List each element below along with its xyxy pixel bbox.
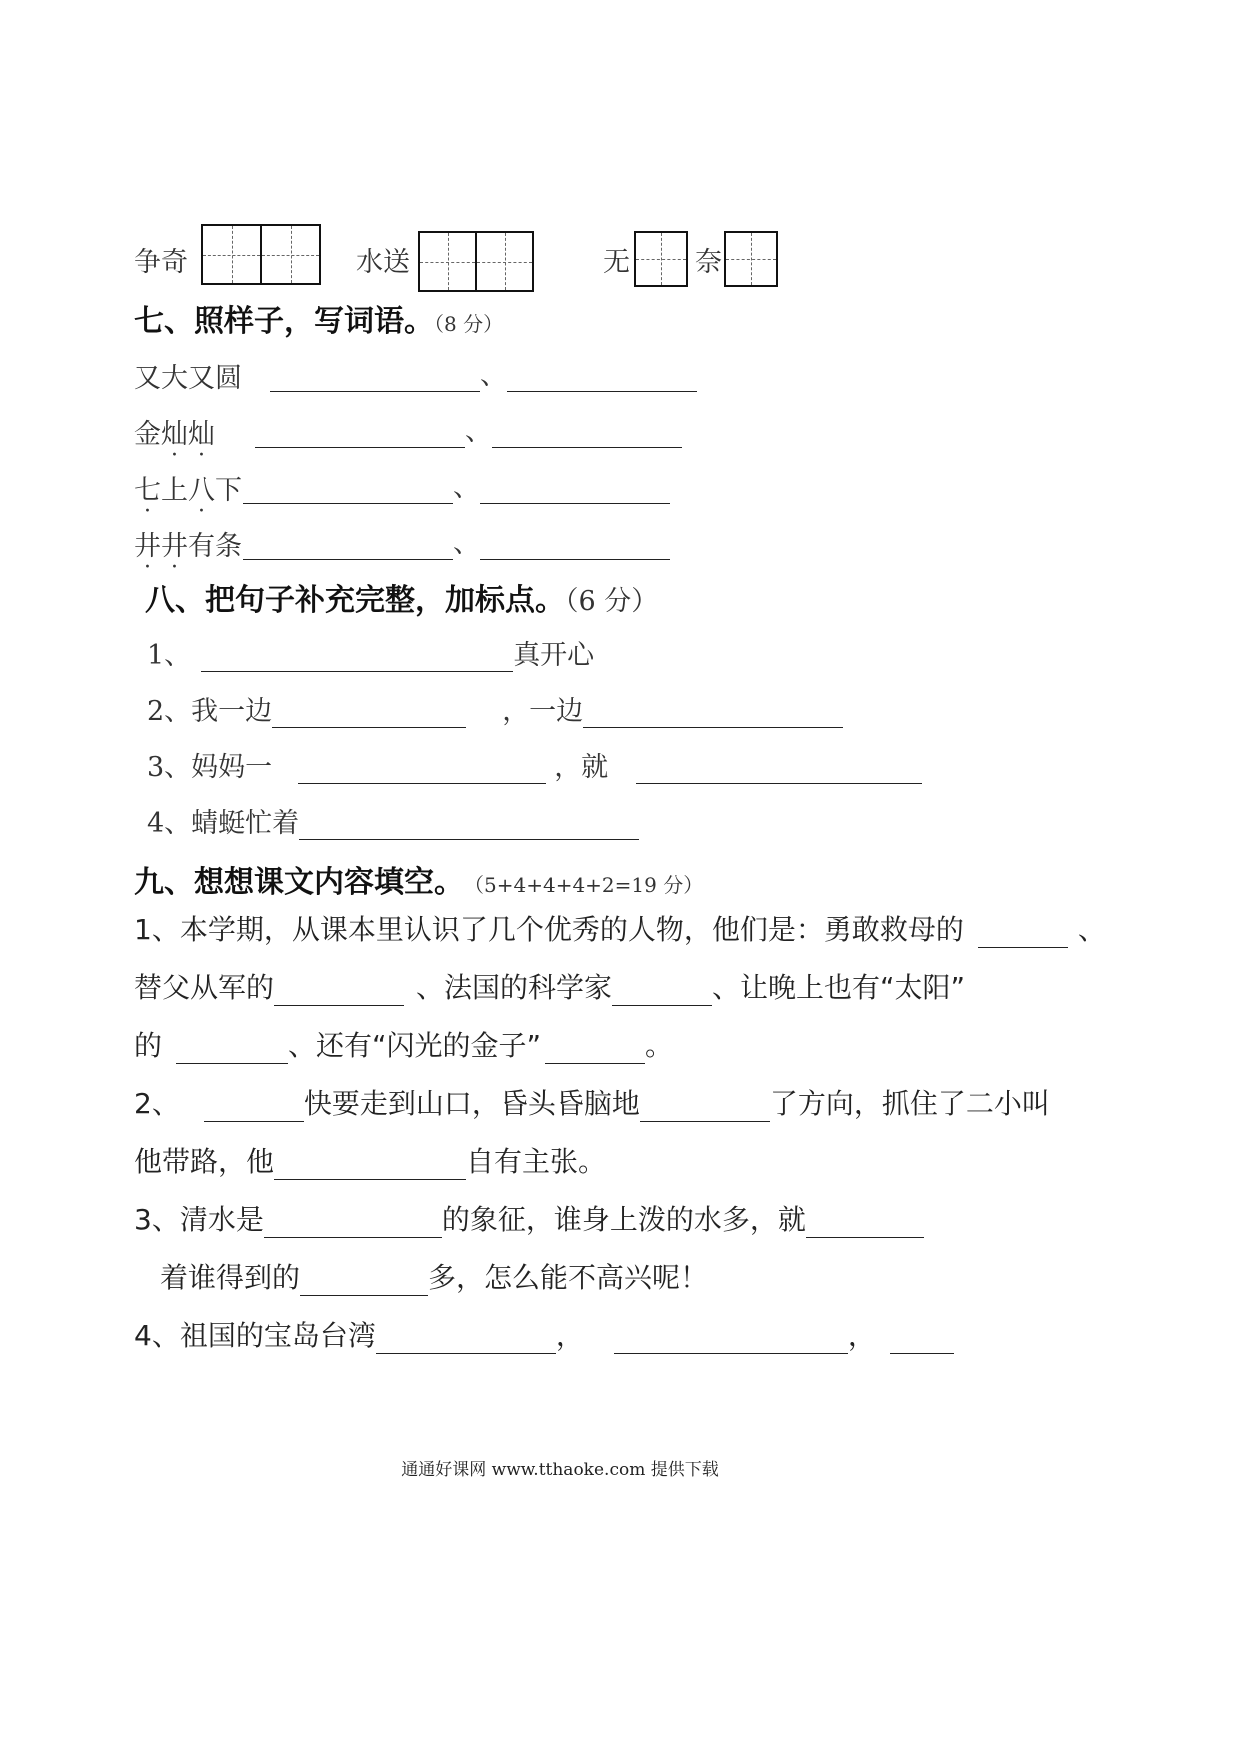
writing-grid-4[interactable] bbox=[724, 231, 778, 287]
answer-blank[interactable] bbox=[583, 697, 843, 728]
q-text: 。 bbox=[645, 1029, 674, 1062]
sec9-p2-line1 bbox=[134, 1082, 1050, 1122]
answer-blank[interactable] bbox=[640, 1091, 770, 1122]
answer-blank[interactable] bbox=[890, 1323, 954, 1354]
separator: 、 bbox=[453, 472, 480, 503]
answer-blank[interactable] bbox=[636, 753, 922, 784]
answer-blank[interactable] bbox=[243, 473, 453, 504]
q-text: 替父从军的 bbox=[134, 971, 275, 1004]
q-text: 3、清水是 bbox=[134, 1203, 264, 1236]
sec7-example-3 bbox=[134, 468, 242, 507]
example-char: 又 bbox=[188, 363, 215, 394]
example-char: 下 bbox=[215, 475, 242, 506]
q-text: ， bbox=[847, 1319, 876, 1352]
q-text: 、让晚上也有“太阳” bbox=[712, 971, 966, 1004]
q-text: 真开心 bbox=[513, 640, 595, 671]
answer-blank[interactable] bbox=[480, 473, 670, 504]
sec9-p4-line1 bbox=[134, 1314, 954, 1354]
section-8-heading bbox=[145, 575, 658, 619]
example-char: 灿 bbox=[188, 419, 215, 450]
answer-blank[interactable] bbox=[255, 417, 465, 448]
q-text: 快要走到山口，昏头昏脑地 bbox=[303, 1087, 640, 1120]
word-nai: 奈 bbox=[695, 247, 722, 278]
q-text: 、 bbox=[1077, 913, 1106, 946]
sec9-p3-line2 bbox=[160, 1256, 708, 1296]
q-text: 2、我一边 bbox=[147, 696, 273, 727]
answer-blank[interactable] bbox=[272, 697, 466, 728]
answer-blank[interactable] bbox=[978, 917, 1068, 948]
section-9-score: （5+4+4+4+2=19 分） bbox=[474, 873, 704, 897]
q-text: 、还有“闪光的金子” bbox=[288, 1029, 542, 1062]
sec7-row-3-blanks bbox=[243, 465, 670, 504]
answer-blank[interactable] bbox=[274, 1149, 466, 1180]
q-text: 着谁得到的 bbox=[160, 1261, 301, 1294]
answer-blank[interactable] bbox=[176, 1033, 288, 1064]
example-char: 七 bbox=[134, 475, 161, 506]
writing-grid-2[interactable] bbox=[418, 231, 534, 292]
q-text: 的 bbox=[134, 1029, 163, 1062]
q-text: ， bbox=[555, 1319, 584, 1352]
sec8-q4 bbox=[147, 801, 639, 840]
q-text: ，就 bbox=[554, 752, 609, 783]
sec9-p1-line3 bbox=[134, 1024, 673, 1064]
answer-blank[interactable] bbox=[376, 1323, 556, 1354]
section-9-heading bbox=[134, 857, 703, 901]
answer-blank[interactable] bbox=[299, 809, 639, 840]
answer-blank[interactable] bbox=[270, 361, 480, 392]
separator: 、 bbox=[453, 528, 480, 559]
example-char: 井 bbox=[134, 531, 161, 562]
sec7-row-4-blanks bbox=[243, 521, 670, 560]
answer-blank[interactable] bbox=[507, 361, 697, 392]
sec9-p1-line1 bbox=[134, 908, 1106, 948]
q-text: 3、妈妈一 bbox=[147, 752, 273, 783]
q-text: 、法国的科学家 bbox=[416, 971, 613, 1004]
example-char: 有 bbox=[188, 531, 215, 562]
q-text: 2、 bbox=[134, 1087, 180, 1120]
example-char: 八 bbox=[188, 475, 215, 506]
q-text: 4、蜻蜓忙着 bbox=[147, 808, 300, 839]
separator: 、 bbox=[480, 360, 507, 391]
example-char: 圆 bbox=[215, 363, 242, 394]
answer-blank[interactable] bbox=[204, 1091, 304, 1122]
example-char: 金 bbox=[134, 419, 161, 450]
sec7-example-1 bbox=[134, 356, 242, 395]
q-text: 4、祖国的宝岛台湾 bbox=[134, 1319, 376, 1352]
answer-blank[interactable] bbox=[274, 975, 404, 1006]
q-text: ，一边 bbox=[502, 696, 584, 727]
word-wu: 无 bbox=[603, 247, 630, 278]
writing-grid-1[interactable] bbox=[201, 224, 321, 285]
answer-blank[interactable] bbox=[243, 529, 453, 560]
section-7-heading bbox=[134, 296, 503, 340]
answer-blank[interactable] bbox=[806, 1207, 924, 1238]
separator: 、 bbox=[465, 416, 492, 447]
answer-blank[interactable] bbox=[300, 1265, 428, 1296]
section-9-title: 九、想想课文内容填空。 bbox=[134, 865, 464, 900]
answer-blank[interactable] bbox=[492, 417, 682, 448]
sec8-q3 bbox=[147, 745, 922, 784]
example-char: 条 bbox=[215, 531, 242, 562]
q-text: 了方向，抓住了二小叫 bbox=[769, 1087, 1050, 1120]
answer-blank[interactable] bbox=[612, 975, 712, 1006]
word-shuisong: 水送 bbox=[356, 247, 410, 278]
sec8-q1 bbox=[147, 633, 594, 672]
word-zhengqi: 争奇 bbox=[134, 247, 188, 278]
answer-blank[interactable] bbox=[480, 529, 670, 560]
section-7-title: 七、照样子，写词语。 bbox=[134, 304, 434, 339]
sec7-row-2-blanks bbox=[255, 409, 682, 448]
writing-grid-3[interactable] bbox=[634, 231, 688, 287]
answer-blank[interactable] bbox=[201, 641, 513, 672]
q-number: 1、 bbox=[147, 640, 192, 671]
sec8-q2 bbox=[147, 689, 843, 728]
example-char: 上 bbox=[161, 475, 188, 506]
example-char: 灿 bbox=[161, 419, 188, 450]
section-8-score: （6 分） bbox=[565, 586, 659, 617]
sec7-row-1-blanks bbox=[270, 353, 697, 392]
answer-blank[interactable] bbox=[614, 1323, 848, 1354]
section-8-title: 八、把句子补充完整，加标点。 bbox=[145, 583, 565, 618]
q-text: 他带路，他 bbox=[134, 1145, 275, 1178]
sec9-p1-line2 bbox=[134, 966, 965, 1006]
sec9-p2-line2 bbox=[134, 1140, 606, 1180]
sec7-example-4 bbox=[134, 524, 242, 563]
answer-blank[interactable] bbox=[545, 1033, 645, 1064]
answer-blank[interactable] bbox=[298, 753, 546, 784]
sec7-example-2 bbox=[134, 412, 215, 451]
section-7-score: （8 分） bbox=[434, 312, 504, 336]
q-text: 多，怎么能不高兴呢！ bbox=[428, 1261, 709, 1294]
answer-blank[interactable] bbox=[264, 1207, 442, 1238]
example-char: 大 bbox=[161, 363, 188, 394]
example-char: 井 bbox=[161, 531, 188, 562]
page-footer: 通通好课网 www.tthaoke.com 提供下载 bbox=[401, 1460, 719, 1480]
q-text: 1、本学期，从课本里认识了几个优秀的人物，他们是：勇敢救母的 bbox=[134, 913, 964, 946]
q-text: 的象征，谁身上泼的水多，就 bbox=[441, 1203, 806, 1236]
sec9-p3-line1 bbox=[134, 1198, 924, 1238]
example-char: 又 bbox=[134, 363, 161, 394]
q-text: 自有主张。 bbox=[466, 1145, 607, 1178]
